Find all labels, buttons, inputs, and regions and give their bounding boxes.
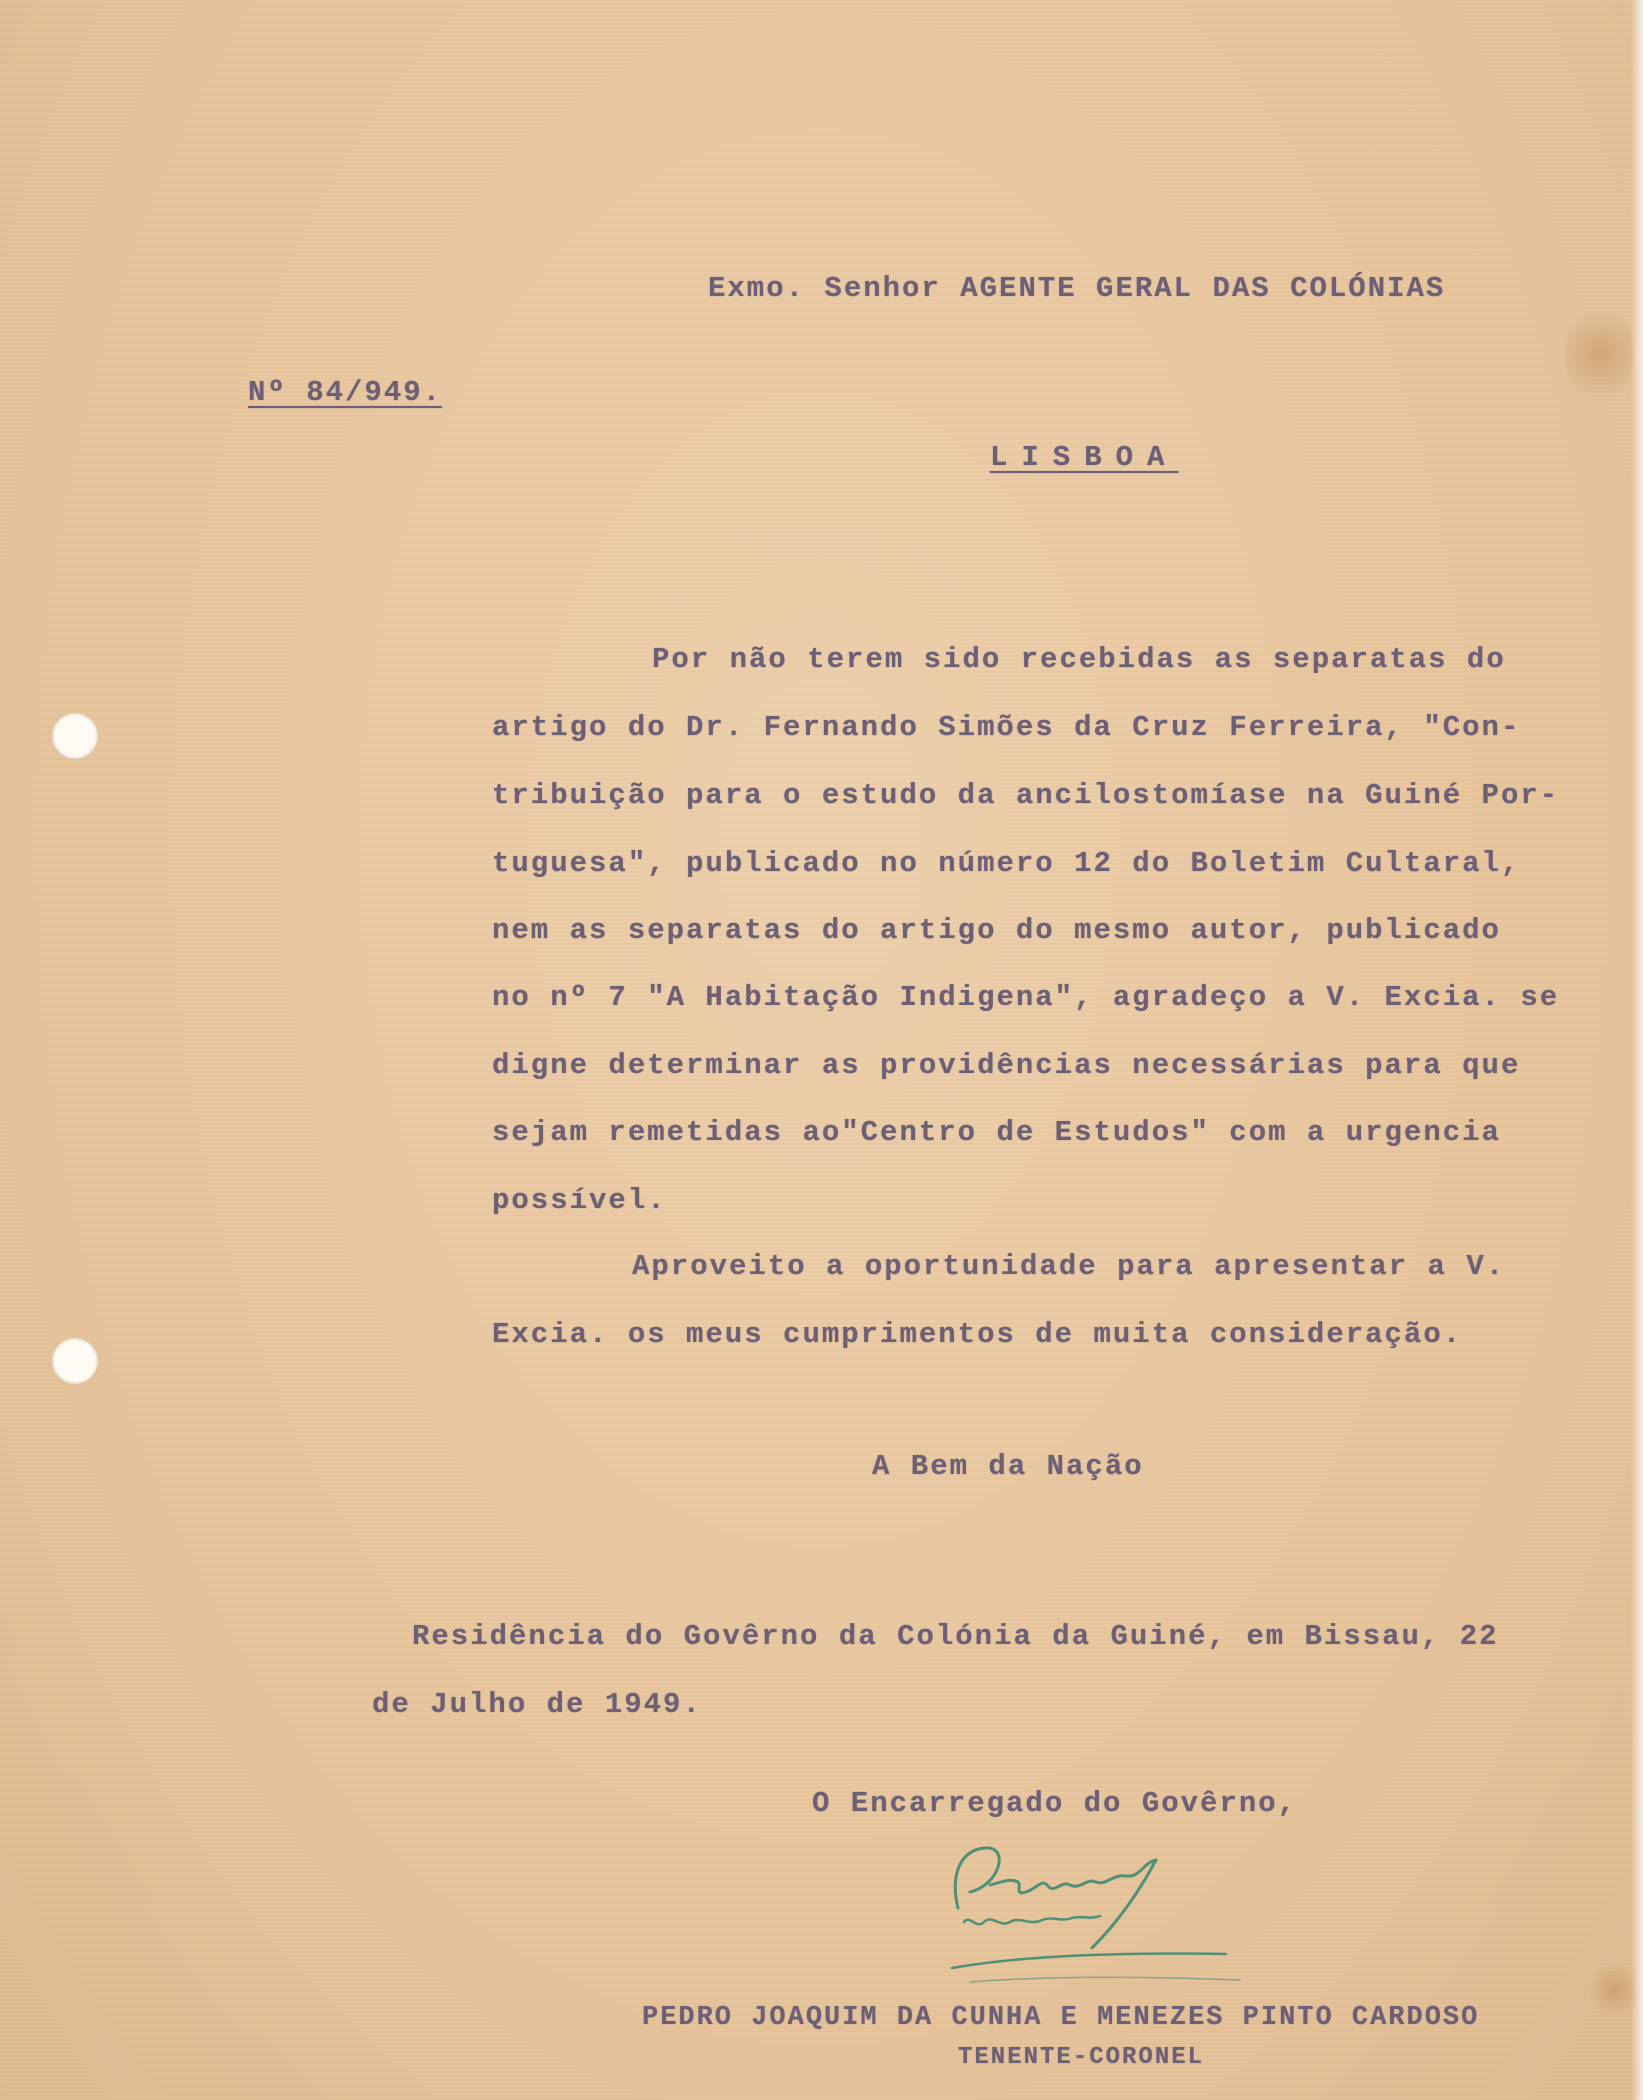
body-line: Por não terem sido recebidas as separatas do bbox=[652, 643, 1506, 676]
city-heading: LISBOA bbox=[990, 441, 1179, 474]
body-line: digne determinar as providências necessárias para que bbox=[492, 1049, 1521, 1082]
signatory-title: O Encarregado do Govêrno, bbox=[812, 1787, 1298, 1820]
body-line: artigo do Dr. Fernando Simões da Cruz Ferreira, "Con- bbox=[492, 711, 1521, 744]
addressee-line: Exmo. Senhor AGENTE GERAL DAS COLÓNIAS bbox=[708, 272, 1446, 305]
signatory-name: PEDRO JOAQUIM DA CUNHA E MENEZES PINTO CARDOSO bbox=[642, 2003, 1480, 2033]
place-date-line: de Julho de 1949. bbox=[372, 1688, 702, 1721]
reference-number: Nº 84/949. bbox=[248, 376, 443, 409]
body-line: Excia. os meus cumprimentos de muita consideração. bbox=[492, 1318, 1463, 1351]
paper-stain bbox=[1590, 1960, 1640, 2020]
place-date-line: Residência do Govêrno da Colónia da Guiné, em Bissau, 22 bbox=[412, 1620, 1499, 1653]
paper-stain bbox=[1565, 300, 1635, 410]
body-line: nem as separatas do artigo do mesmo autor, publicado bbox=[492, 914, 1501, 947]
body-line: tuguesa", publicado no número 12 do Boletim Cultaral, bbox=[492, 847, 1521, 880]
body-line: Aproveito a oportunidade para apresentar a V. bbox=[632, 1250, 1506, 1283]
punch-hole-top bbox=[52, 713, 98, 759]
body-line: tribuição para o estudo da ancilostomíase na Guiné Por- bbox=[492, 779, 1560, 812]
salutation: A Bem da Nação bbox=[872, 1450, 1144, 1483]
body-line: sejam remetidas ao"Centro de Estudos" com a urgencia bbox=[492, 1116, 1501, 1149]
body-line: no nº 7 "A Habitação Indigena", agradeço a V. Excia. se bbox=[492, 981, 1560, 1014]
punch-hole-bottom bbox=[52, 1338, 98, 1384]
signatory-rank: TENENTE-CORONEL bbox=[958, 2044, 1205, 2071]
body-line: possível. bbox=[492, 1184, 667, 1217]
handwritten-signature bbox=[930, 1830, 1270, 1990]
